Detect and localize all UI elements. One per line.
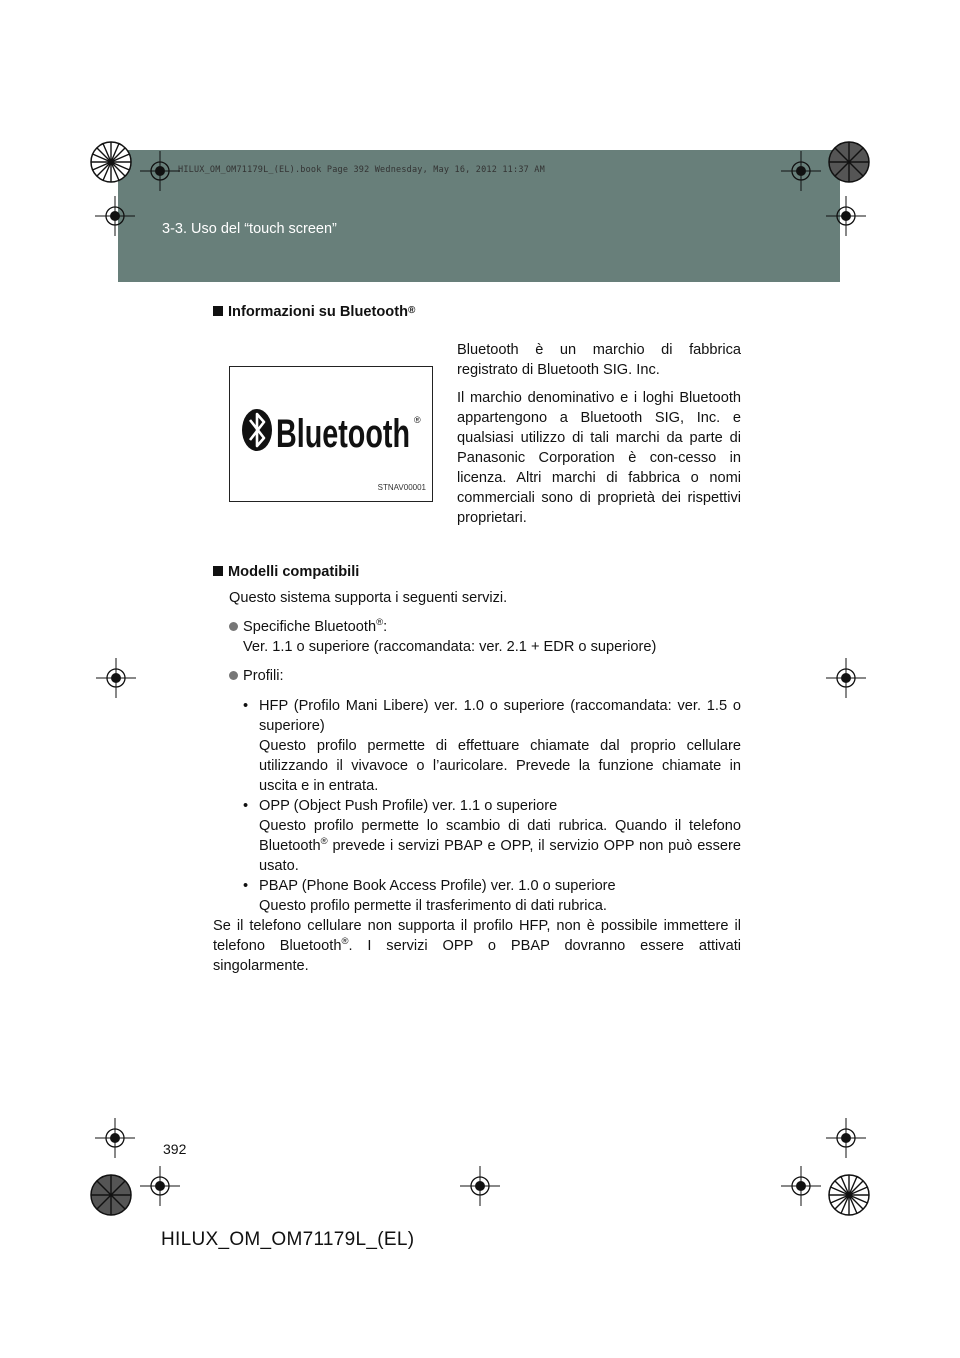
registered-mark: ®: [341, 936, 349, 948]
bluetooth-info-title: Informazioni su Bluetooth: [228, 304, 408, 320]
opp-desc-part: Questo profilo permette lo scambio di dati rubrica. Quando il telefono Bluetooth: [259, 818, 741, 854]
crosshair-mark-icon: [96, 658, 136, 698]
crosshair-mark-icon: [95, 1118, 135, 1158]
final-note-part: . I servizi OPP o PBAP dovranno essere attivati singolarmente.: [213, 938, 742, 974]
crosshair-mark-icon: [140, 151, 180, 191]
profiles-item: [229, 666, 741, 686]
page-content: [213, 302, 741, 976]
bluetooth-license-paragraph: Il marchio denominativo e i loghi Bluetooth appartengono a Bluetooth SIG, Inc. e qualsiasi utilizzo di tali marchi da parte di Panasonic Corporation è con-cesso in licenza. Altri marchi di fabbrica o nomi commerciali sono di proprietà dei rispettivi proprietari.: [457, 390, 741, 526]
compatible-models-title: Modelli compatibili: [228, 564, 360, 580]
crosshair-mark-icon: [460, 1166, 500, 1206]
profiles-label: Profili:: [243, 668, 284, 684]
document-id: HILUX_OM_OM71179L_(EL): [161, 1229, 415, 1250]
final-note: [213, 916, 741, 976]
list-item: [243, 696, 741, 796]
opp-description: [259, 816, 741, 876]
bluetooth-logo-figure: [229, 366, 433, 502]
logo-registered-mark: ®: [414, 415, 421, 425]
hfp-description: Questo profilo permette di effettuare chiamate dal proprio cellulare utilizzando il vivavoce o l’auricolare. Prevede la funzione chiamate in uscita e in entrata.: [259, 738, 741, 794]
crosshair-mark-icon: [781, 151, 821, 191]
crosshair-mark-icon: [140, 1166, 180, 1206]
models-intro: Questo sistema supporta i seguenti servizi.: [229, 590, 508, 606]
spec-item: [229, 617, 741, 657]
crosshair-mark-icon: [95, 196, 135, 236]
circle-bullet-icon: [229, 622, 238, 631]
opp-title: OPP (Object Push Profile) ver. 1.1 o superiore: [259, 798, 558, 814]
section-title: 3-3. Uso del “touch screen”: [162, 221, 337, 237]
crosshair-mark-icon: [826, 196, 866, 236]
crosshair-mark-icon: [826, 1118, 866, 1158]
bluetooth-logo-text: Bluetooth: [276, 412, 410, 456]
list-bullet: •: [243, 698, 249, 714]
pbap-description: Questo profilo permette il trasferimento di dati rubrica.: [259, 898, 607, 914]
crosshair-mark-icon: [781, 1166, 821, 1206]
bluetooth-info-text: [457, 340, 741, 536]
registration-wheel-icon: [80, 1164, 142, 1226]
opp-desc-part: prevede i servizi PBAP e OPP, il servizio OPP non può essere usato.: [259, 838, 741, 874]
bluetooth-info-block: [213, 328, 741, 538]
registration-wheel-icon: [818, 131, 880, 193]
crosshair-mark-icon: [826, 658, 866, 698]
square-bullet-icon: [213, 306, 223, 316]
square-bullet-icon: [213, 566, 223, 576]
registration-wheel-icon: [80, 131, 142, 193]
list-item: [243, 876, 741, 916]
pbap-title: PBAP (Phone Book Access Profile) ver. 1.0 o superiore: [259, 878, 616, 894]
spec-colon: :: [383, 619, 388, 635]
bluetooth-info-heading: Informazioni su Bluetooth ®: [213, 302, 741, 322]
list-item: [243, 796, 741, 876]
compatible-models-heading: [213, 562, 741, 582]
circle-bullet-icon: [229, 671, 238, 680]
final-note-part: Se il telefono cellulare non supporta il profilo HFP, non è possibile immettere il telefono Bluetooth: [213, 918, 741, 954]
book-stamp: HILUX_OM_OM71179L_(EL).book Page 392 Wednesday, May 16, 2012 11:37 AM: [178, 165, 545, 175]
spec-value: Ver. 1.1 o superiore (raccomandata: ver. 2.1 + EDR o superiore): [243, 639, 657, 655]
spec-label: Specifiche Bluetooth: [243, 619, 377, 635]
hfp-title: HFP (Profilo Mani Libere) ver. 1.0 o superiore (raccomandata: ver. 1.5 o superiore): [259, 698, 741, 734]
bluetooth-trademark-paragraph: Bluetooth è un marchio di fabbrica registrato di Bluetooth SIG. Inc.: [457, 342, 741, 378]
figure-id: STNAV00001: [377, 483, 426, 492]
list-bullet: •: [243, 878, 249, 894]
registration-wheel-icon: [818, 1164, 880, 1226]
registered-mark: ®: [320, 836, 328, 848]
list-bullet: •: [243, 798, 249, 814]
page-number: 392: [163, 1141, 187, 1157]
registered-mark: ®: [376, 617, 384, 629]
profiles-list: [243, 696, 741, 916]
